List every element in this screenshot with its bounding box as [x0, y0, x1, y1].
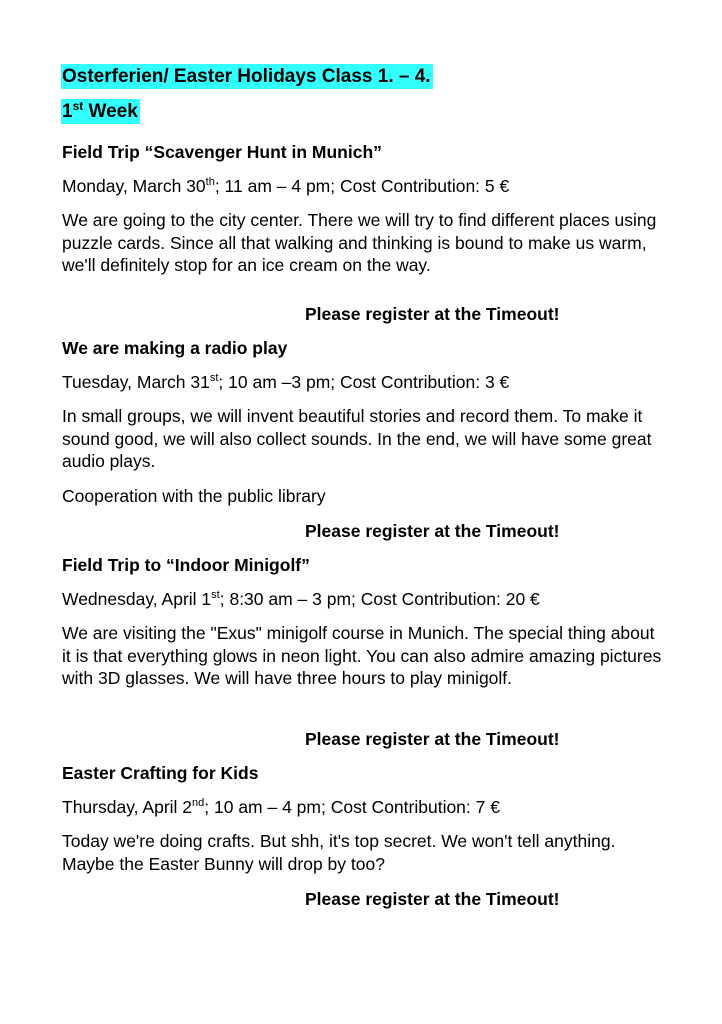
event-date-suffix: st — [209, 372, 219, 384]
event-date — [62, 796, 662, 818]
event-title: Field Trip to “Indoor Minigolf” — [62, 555, 310, 575]
event-register-note: Please register at the Timeout! — [305, 729, 560, 749]
event-date-suffix: st — [211, 589, 220, 601]
week-label: Week — [83, 101, 138, 122]
event-indoor-minigolf — [62, 554, 662, 749]
event-date-prefix: Tuesday, March 31 — [62, 372, 210, 392]
week-number: 1 — [62, 101, 73, 122]
event-date-prefix: Monday, March 30 — [62, 176, 206, 196]
document-title — [61, 64, 433, 89]
event-title: Field Trip “Scavenger Hunt in Munich” — [62, 142, 382, 162]
title-highlight: Osterferien/ Easter Holidays Class 1. – 4. — [62, 66, 431, 87]
event-description: We are visiting the "Exus" minigolf course in Munich. The special thing about it is that everything glows in neon light. You can also admire amazing pictures with 3D glasses. We will have three hours to play minigolf. — [62, 623, 662, 689]
event-title: We are making a radio play — [62, 338, 288, 358]
week-highlight — [61, 99, 140, 124]
event-date-rest: ; 11 am – 4 pm; Cost Contribution: 5 € — [214, 176, 510, 196]
event-date-rest: ; 10 am – 4 pm; Cost Contribution: 7 € — [204, 797, 500, 817]
event-date-rest: ; 10 am –3 pm; Cost Contribution: 3 € — [218, 372, 510, 392]
week-heading — [61, 99, 140, 124]
event-title: Easter Crafting for Kids — [62, 763, 259, 783]
event-easter-crafting — [62, 762, 662, 909]
event-cooperation-note: Cooperation with the public library — [62, 485, 326, 506]
event-scavenger-hunt — [62, 141, 662, 324]
event-date-prefix: Thursday, April 2 — [62, 797, 193, 817]
event-date — [62, 175, 662, 197]
event-register-note: Please register at the Timeout! — [305, 304, 560, 324]
event-register-note: Please register at the Timeout! — [305, 521, 560, 541]
week-suffix: st — [72, 99, 84, 113]
event-register-note: Please register at the Timeout! — [305, 889, 560, 909]
event-date — [62, 371, 662, 393]
event-date — [62, 588, 662, 610]
event-description: Today we're doing crafts. But shh, it's top secret. We won't tell anything. Maybe the Easter Bunny will drop by too? — [62, 831, 616, 874]
event-radio-play — [62, 337, 662, 541]
event-date-prefix: Wednesday, April 1 — [62, 589, 212, 609]
event-date-suffix: nd — [192, 797, 205, 809]
event-description: In small groups, we will invent beautiful stories and record them. To make it sound good, we will also collect sounds. In the end, we will have some great audio plays. — [62, 406, 652, 472]
event-date-suffix: th — [205, 176, 215, 188]
event-description: We are going to the city center. There we will try to find different places using puzzle cards. Since all that walking and thinking is bound to make us warm, we'll definitely stop for an ice cream on the way. — [62, 210, 657, 276]
event-date-rest: ; 8:30 am – 3 pm; Cost Contribution: 20 € — [219, 589, 540, 609]
